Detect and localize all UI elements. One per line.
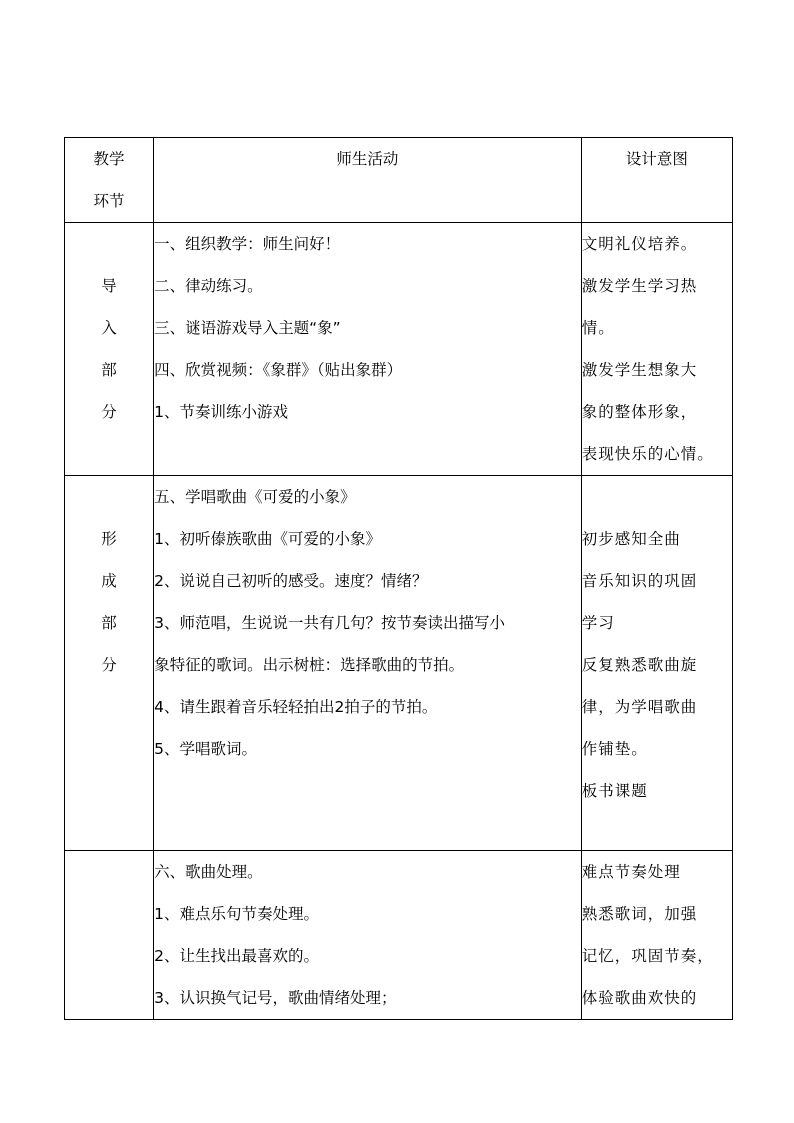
section-char: 导 [101,277,117,295]
section-char: 成 [101,572,117,590]
section-char: 分 [101,656,117,674]
intent-line: 音乐知识的巩固 [581,572,698,590]
intent-line: 难点节奏处理 [581,863,681,881]
intent-line: 作铺垫。 [581,740,648,758]
activity-cell-intro [154,223,582,476]
activity-line: 2、让生找出最喜欢的。 [154,947,319,965]
intent-line: 熟悉歌词，加强 [581,905,698,923]
header-section-line: 环节 [93,192,125,210]
activity-line: 五、学唱歌曲《可爱的小象》 [154,488,356,506]
header-section-line: 教学 [93,150,125,168]
intent-cell-processing [581,851,732,1020]
activity-line: 2、说说自己初听的感受。速度？情绪？ [154,572,428,590]
activity-line: 一、组织教学：师生问好！ [154,235,341,253]
section-char: 部 [101,361,117,379]
activity-cell-processing [154,851,582,1020]
intent-cell-intro [581,223,732,476]
section-label-formation [65,476,154,851]
intent-line: 激发学生学习热 [581,277,698,295]
activity-line: 1、初听傣族歌曲《可爱的小象》 [154,530,381,548]
intent-line: 情。 [581,319,615,337]
header-section [65,138,154,223]
intent-line: 体验歌曲欢快的 [581,989,698,1007]
activity-cell-formation [154,476,582,851]
table-row-formation [65,476,733,851]
activity-line: 1、节奏训练小游戏 [154,403,288,421]
activity-line: 四、欣赏视频：《象群》（贴出象群） [154,361,403,379]
lesson-plan-table [64,137,733,1020]
header-intent: 设计意图 [581,138,732,223]
intent-cell-formation [581,476,732,851]
section-label-processing [65,851,154,1020]
header-activity: 师生活动 [154,138,582,223]
intent-line: 初步感知全曲 [581,530,681,548]
activity-line: 5、学唱歌词。 [154,740,257,758]
activity-line: 六、歌曲处理。 [154,863,263,881]
activity-line: 3、认识换气记号，歌曲情绪处理； [154,989,397,1007]
section-char: 入 [101,319,117,337]
activity-line: 三、谜语游戏导入主题“象” [154,319,341,337]
intent-line: 表现快乐的心情。 [581,445,714,463]
activity-line: 3、师范唱，生说说一共有几句？按节奏读出描写小 [154,614,505,632]
intent-line: 象的整体形象， [581,403,698,421]
intent-line: 激发学生想象大 [581,361,698,379]
intent-line: 板书课题 [581,782,648,800]
section-char: 形 [101,530,117,548]
section-char: 部 [101,614,117,632]
intent-line: 反复熟悉歌曲旋 [581,656,698,674]
section-char: 分 [101,403,117,421]
activity-line: 1、难点乐句节奏处理。 [154,905,319,923]
intent-line: 学习 [581,614,615,632]
activity-line: 二、律动练习。 [154,277,263,295]
table-row-processing [65,851,733,1020]
activity-line: 象特征的歌词。出示树桩：选择歌曲的节拍。 [154,656,465,674]
header-row [65,138,733,223]
intent-line: 律，为学唱歌曲 [581,698,698,716]
activity-line: 4、请生跟着音乐轻轻拍出2拍子的节拍。 [154,698,438,716]
section-label-intro [65,223,154,476]
table-row-intro [65,223,733,476]
intent-line: 文明礼仪培养。 [581,235,698,253]
intent-line: 记忆，巩固节奏， [581,947,714,965]
